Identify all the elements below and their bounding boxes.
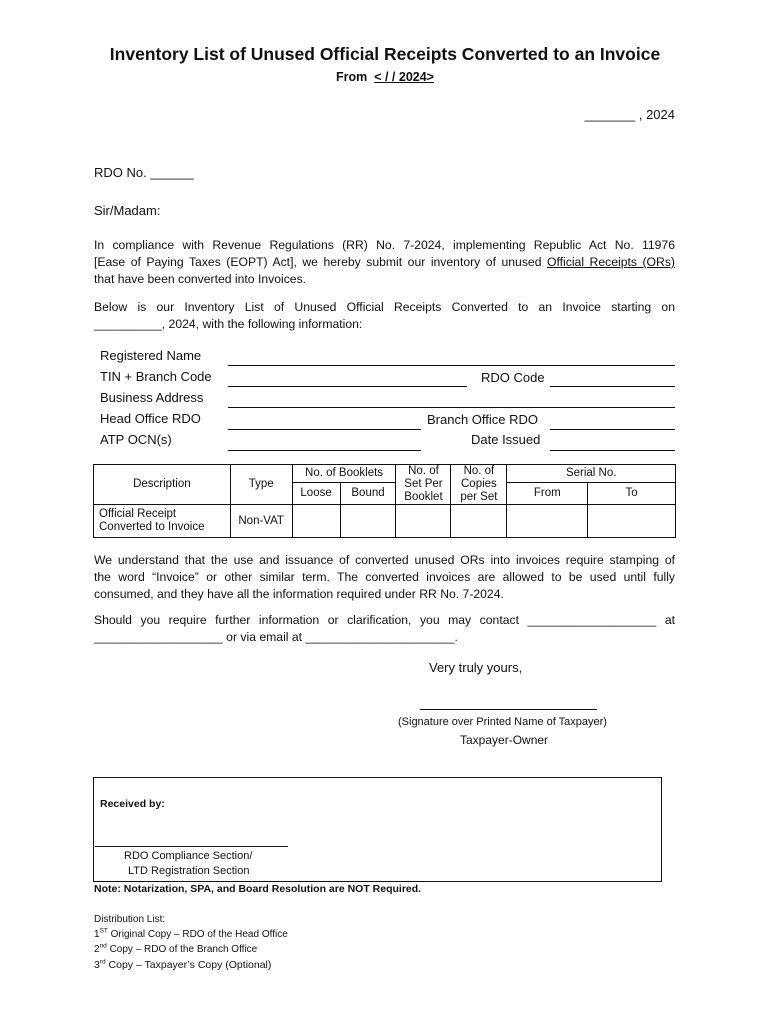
received-section-2: LTD Registration Section: [128, 865, 250, 877]
dist-text: Copy – RDO of the Branch Office: [106, 944, 258, 955]
distribution-title: Distribution List:: [94, 914, 166, 925]
signature-caption: (Signature over Printed Name of Taxpayer): [398, 716, 607, 728]
header-description: Description: [94, 465, 231, 505]
cell-bound[interactable]: [340, 505, 396, 538]
cell-loose[interactable]: [292, 505, 340, 538]
rdo-code-label: RDO Code: [481, 370, 545, 385]
atp-ocn-field[interactable]: [228, 450, 421, 451]
paragraph-line: [94, 254, 675, 271]
atp-ocn-label: ATP OCN(s): [100, 432, 172, 447]
received-signature-line[interactable]: [95, 846, 288, 847]
tin-branch-label: TIN + Branch Code: [100, 369, 212, 384]
header-bound: Bound: [340, 483, 396, 505]
paragraph-line: Should you require further information or clarification, you may contact ___________________ at: [94, 613, 675, 627]
signature-line[interactable]: [420, 709, 597, 710]
from-range: < / / 2024>: [374, 70, 434, 84]
distribution-item-1: [94, 929, 288, 940]
paragraph-line: consumed, and they have all the information required under RR No. 7-2024.: [94, 587, 504, 601]
header-copies-per-set: No. of Copies per Set: [451, 465, 507, 505]
letter-date: _______ , 2024: [584, 107, 675, 122]
dist-num: 1: [94, 929, 100, 940]
received-section-1: RDO Compliance Section/: [124, 850, 253, 862]
dist-sup: ST: [99, 927, 108, 935]
table-row: [94, 505, 676, 538]
from-label: From: [336, 70, 368, 84]
header-from: From: [507, 483, 588, 505]
inventory-table: [93, 464, 676, 538]
header-to: To: [588, 483, 676, 505]
cell-copies-per-set[interactable]: [451, 505, 507, 538]
paragraph-line: We understand that the use and issuance of converted unused ORs into invoices require stamping of: [94, 553, 675, 567]
branch-office-rdo-label: Branch Office RDO: [427, 412, 539, 427]
dist-num: 3: [94, 959, 100, 971]
dist-sup: rd: [99, 958, 106, 966]
document-title: Inventory List of Unused Official Receipts Converted to an Invoice: [109, 44, 661, 64]
distribution-item-2: [94, 944, 257, 955]
stamping-paragraph: [94, 552, 675, 603]
date-range: [0, 70, 770, 84]
greeting: Sir/Madam:: [94, 203, 161, 218]
paragraph-line: Below is our Inventory List of Unused Official Receipts Converted to an Invoice starting on: [94, 300, 675, 314]
paragraph-line: ___________________ or via email at ______________________.: [94, 630, 458, 644]
taxpayer-owner-label: Taxpayer-Owner: [460, 733, 549, 747]
dist-sup: nd: [99, 942, 107, 950]
date-issued-field[interactable]: [550, 450, 675, 451]
paragraph-line: __________, 2024, with the following information:: [94, 317, 363, 331]
registered-name-label: Registered Name: [100, 348, 202, 363]
dist-text: Copy – Taxpayer’s Copy (Optional): [105, 959, 272, 971]
row-type: Non-VAT: [230, 505, 292, 538]
compliance-paragraph: [94, 237, 675, 288]
received-by-label: Received by:: [100, 798, 165, 810]
paragraph-line: In compliance with Revenue Regulations (RR) No. 7-2024, implementing Republic Act No. 11976: [94, 238, 675, 252]
header-set-per-booklet: No. of Set Per Booklet: [396, 465, 451, 505]
header-booklets: No. of Booklets: [292, 465, 396, 483]
paragraph-line: that have been converted into Invoices.: [94, 272, 307, 286]
date-issued-label: Date Issued: [471, 432, 541, 447]
head-office-rdo-label: Head Office RDO: [100, 411, 201, 426]
distribution-item-3: [94, 959, 271, 971]
header-type: Type: [230, 465, 292, 505]
closing-phrase: Very truly yours,: [429, 660, 523, 675]
cell-set-per-booklet[interactable]: [396, 505, 451, 538]
header-serial: Serial No.: [507, 465, 676, 483]
official-receipts-term: Official Receipts (ORs): [547, 255, 675, 269]
header-loose: Loose: [292, 483, 340, 505]
inventory-intro-paragraph: [94, 299, 675, 333]
branch-office-rdo-field[interactable]: [550, 429, 675, 430]
contact-paragraph: [94, 612, 675, 646]
registered-name-field[interactable]: [228, 365, 675, 366]
row-description: Official Receipt Converted to Invoice: [94, 505, 231, 538]
rdo-code-field[interactable]: [550, 386, 675, 387]
paragraph-line: the word “Invoice” or other similar term. The converted invoices are allowed to be used until fully: [94, 570, 675, 584]
cell-serial-from[interactable]: [507, 505, 588, 538]
head-office-rdo-field[interactable]: [228, 429, 421, 430]
paragraph-text: [Ease of Paying Taxes (EOPT) Act], we hereby submit our inventory of unused: [94, 255, 542, 269]
dist-text: Original Copy – RDO of the Head Office: [107, 929, 288, 940]
cell-serial-to[interactable]: [588, 505, 676, 538]
business-address-label: Business Address: [100, 390, 204, 405]
note: Note: Notarization, SPA, and Board Resolution are NOT Required.: [94, 883, 422, 895]
tin-branch-field[interactable]: [228, 386, 467, 387]
dist-num: 2: [94, 944, 100, 955]
rdo-number: RDO No. ______: [94, 165, 194, 180]
business-address-field[interactable]: [228, 407, 675, 408]
